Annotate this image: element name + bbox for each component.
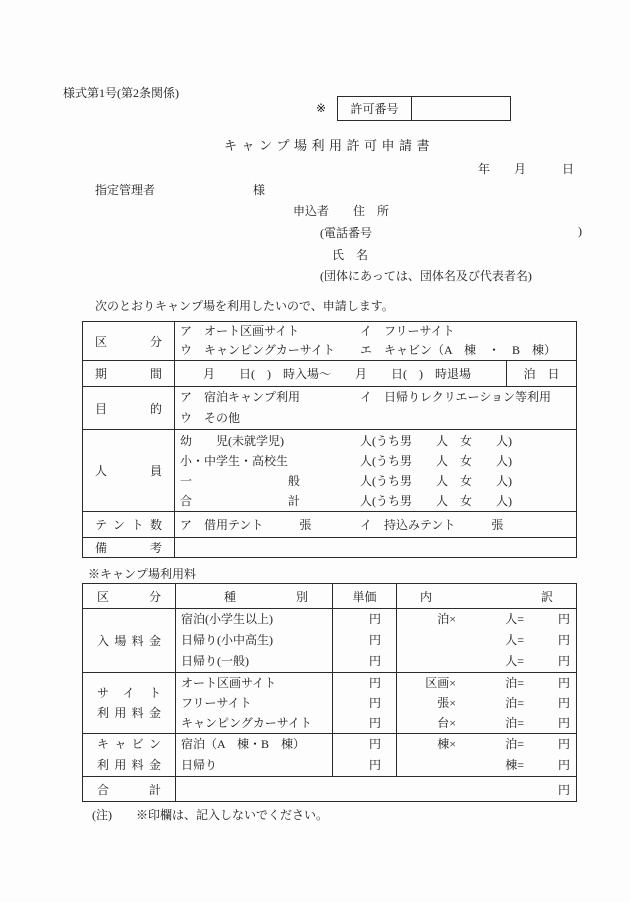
row-remarks: [83, 538, 577, 558]
bd-unit1: 棟×: [437, 737, 456, 751]
people-infant-count: 人(うち男 人 女 人): [360, 433, 512, 448]
admission-label-cell: [83, 609, 176, 673]
manager-name-blank: [155, 181, 253, 198]
bd-unit1: 張×: [437, 696, 456, 710]
price-yen: 円: [368, 696, 381, 710]
option-campingcar-site: ウ キャンピングカーサイト: [180, 343, 335, 357]
row-people: [83, 430, 577, 512]
purpose-daytrip: イ 日帰りレクリエーション等利用: [360, 390, 552, 404]
site-breakdown-cell: [397, 673, 577, 734]
bd-unit1: [397, 651, 456, 672]
bd-unit2: 人=: [505, 633, 524, 647]
people-student-count: 人(うち男 人 女 人): [360, 453, 512, 468]
site-kinds-cell: [176, 673, 333, 734]
cabin-breakdown-cell: [397, 734, 577, 777]
total-value-cell: 円: [176, 777, 577, 802]
fee-header-kind: 種別: [224, 589, 308, 604]
form-title: キャンプ場利用許可申請書: [223, 138, 434, 153]
category-label: 区分: [95, 334, 162, 349]
tents-rental: ア 借用テント 張: [180, 518, 312, 532]
applicant-address-line: 申込者 住 所: [293, 204, 390, 218]
permit-asterisk-mark: ※: [316, 101, 327, 115]
bd-unit2: 泊=: [505, 676, 524, 690]
row-category: [83, 322, 577, 361]
permit-number-box: [337, 96, 511, 121]
fee-header-price: 単価: [352, 589, 377, 604]
price-yen: 円: [368, 633, 381, 647]
admission-label: 入場料金: [97, 634, 161, 648]
bd-unit1: 台×: [437, 716, 456, 730]
people-infant-label: 幼 児(未就学児): [180, 433, 284, 448]
people-label-cell: [83, 430, 175, 512]
bd-yen: 円: [557, 696, 570, 710]
row-purpose: [83, 387, 577, 430]
period-label-cell: [83, 361, 175, 387]
tents-label-cell: [83, 512, 175, 538]
fee-table: [82, 583, 577, 802]
phone-close: ): [578, 224, 582, 238]
fee-header-row: [83, 584, 577, 609]
price-yen: 円: [368, 737, 381, 751]
bd-yen: 円: [557, 612, 570, 626]
manager-honorific: 様: [253, 183, 266, 197]
tents-own: イ 持込みテント 張: [360, 518, 504, 532]
bd-unit1: [397, 755, 456, 776]
option-cabin: エ キャビン（A 棟 ・ B 棟）: [360, 343, 557, 357]
purpose-label: 目的: [95, 401, 162, 416]
date-line: 年 月 日: [477, 162, 574, 176]
period-nights-cell: 泊 日: [507, 361, 577, 387]
site-label-line2: 利用料金: [97, 706, 161, 720]
option-auto-site: ア オート区画サイト: [180, 324, 300, 338]
phone-open: (電話番号: [320, 226, 372, 240]
people-total-label: 合 計: [180, 493, 301, 508]
people-total-count: 人(うち男 人 女 人): [360, 493, 512, 508]
price-yen: 円: [368, 612, 381, 626]
bd-yen: 円: [557, 654, 570, 668]
kind-daytrip-student: 日帰り(小中高生): [181, 633, 273, 647]
tents-cell: [175, 512, 577, 538]
bd-unit2: 人=: [505, 612, 524, 626]
fee-header-kind-cell: [176, 584, 333, 609]
intro-sentence: 次のとおりキャンプ場を利用したいので、申請します。: [95, 299, 394, 313]
purpose-overnight: ア 宿泊キャンプ利用: [180, 390, 301, 404]
price-yen: 円: [368, 758, 381, 772]
bd-unit1: [397, 630, 456, 651]
fee-total-row: [83, 777, 577, 802]
applicant-phone-line: [320, 224, 582, 241]
bd-yen: 円: [557, 737, 570, 751]
applicant-org-note: (団体にあっては、団体名及び代表者名): [320, 269, 532, 283]
kind-free-site: フリーサイト: [181, 696, 252, 710]
price-yen: 円: [368, 654, 381, 668]
site-label-cell: [83, 673, 176, 734]
admission-prices-cell: [333, 609, 397, 673]
people-adult-label: 一 般: [180, 473, 301, 488]
permit-number-field: [412, 97, 510, 120]
cabin-label-line2: 利用料金: [97, 758, 161, 772]
bd-yen: 円: [557, 758, 570, 772]
bd-unit2: 泊=: [505, 737, 524, 751]
form-number: 様式第1号(第2条関係): [63, 86, 179, 100]
admission-breakdown-cell: [397, 609, 577, 673]
site-label-line1: サイト: [97, 686, 161, 700]
people-label: 人員: [95, 464, 162, 478]
bd-unit2: 人=: [505, 654, 524, 668]
bd-yen: 円: [557, 676, 570, 690]
people-counts-cell: [175, 430, 577, 512]
permit-number-label: 許可番号: [338, 97, 412, 120]
bd-unit2: 棟=: [505, 758, 524, 772]
kind-cabin-daytrip: 日帰り: [181, 758, 218, 772]
admission-kinds-cell: [176, 609, 333, 673]
remarks-label: 備考: [95, 541, 162, 555]
bd-unit1: 泊×: [437, 612, 456, 626]
kind-campingcar-site: キャンピングカーサイト: [181, 716, 312, 730]
category-label-cell: [83, 322, 175, 361]
fee-header-category: 区分: [97, 589, 161, 604]
fee-group-site: [83, 673, 577, 734]
tents-label: テント数: [95, 518, 162, 532]
purpose-options-cell: [175, 387, 577, 430]
fee-group-cabin: [83, 734, 577, 777]
cabin-prices-cell: [333, 734, 397, 777]
kind-overnight: 宿泊(小学生以上): [181, 612, 273, 626]
bd-yen: 円: [557, 633, 570, 647]
row-period: [83, 361, 577, 387]
bd-yen: 円: [557, 716, 570, 730]
fee-section-heading: ※キャンプ場利用料: [88, 567, 197, 581]
cabin-label-cell: [83, 734, 176, 777]
fee-header-category-cell: [83, 584, 176, 609]
application-table: [82, 321, 577, 558]
purpose-other: ウ その他: [180, 411, 241, 425]
period-label: 期間: [95, 367, 162, 381]
manager-line: [95, 181, 265, 198]
bd-unit2: 泊=: [505, 696, 524, 710]
bd-unit1: 区画×: [425, 676, 456, 690]
row-tents: [83, 512, 577, 538]
option-free-site: イ フリーサイト: [360, 324, 455, 338]
cabin-label-line1: キャビン: [97, 737, 161, 751]
price-yen: 円: [368, 676, 381, 690]
total-label-cell: [83, 777, 176, 802]
fee-header-breakdown: 内訳: [420, 589, 553, 604]
people-student-label: 小・中学生・高校生: [180, 453, 289, 468]
bd-unit2: 泊=: [505, 716, 524, 730]
manager-label: 指定管理者: [95, 183, 156, 197]
site-prices-cell: [333, 673, 397, 734]
total-label: 合計: [97, 782, 161, 797]
remarks-blank-cell: [175, 538, 577, 558]
price-yen: 円: [368, 716, 381, 730]
cabin-kinds-cell: [176, 734, 333, 777]
fee-header-breakdown-cell: [397, 584, 577, 609]
people-adult-count: 人(うち男 人 女 人): [360, 473, 512, 488]
category-options-cell: [175, 322, 577, 361]
fee-group-admission: [83, 609, 577, 673]
fee-header-price-cell: [333, 584, 397, 609]
applicant-name-line: 氏 名: [332, 248, 369, 262]
period-entry-cell: 月 日( ) 時入場～ 月 日( ) 時退場: [175, 361, 507, 387]
purpose-label-cell: [83, 387, 175, 430]
kind-auto-site: オート区画サイト: [181, 676, 277, 690]
note-line: (注) ※印欄は、記入しないでください。: [92, 808, 328, 822]
kind-daytrip-general: 日帰り(一般): [181, 654, 249, 668]
kind-cabin-overnight: 宿泊（A 棟・B 棟）: [181, 737, 306, 751]
remarks-label-cell: [83, 538, 175, 558]
